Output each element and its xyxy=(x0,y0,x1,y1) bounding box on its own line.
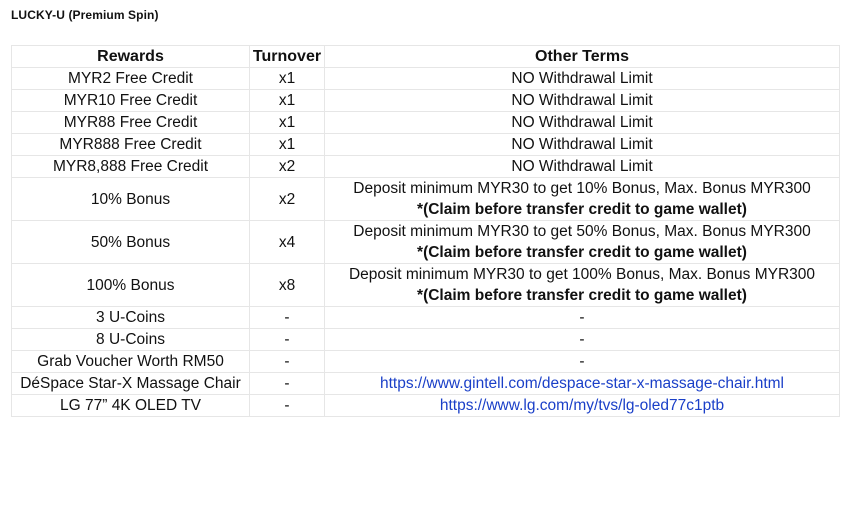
reward-cell: 8 U-Coins xyxy=(12,329,250,351)
reward-cell: MYR2 Free Credit xyxy=(12,68,250,90)
table-row xyxy=(12,395,840,417)
terms-cell: - xyxy=(325,329,840,351)
turnover-cell: - xyxy=(250,307,325,329)
reward-cell: 10% Bonus xyxy=(12,178,250,221)
header-other-terms: Other Terms xyxy=(325,46,840,68)
table-row xyxy=(12,329,840,351)
header-rewards: Rewards xyxy=(12,46,250,68)
terms-cell xyxy=(325,221,840,264)
terms-cell xyxy=(325,395,840,417)
header-turnover: Turnover xyxy=(250,46,325,68)
table-row xyxy=(12,307,840,329)
page-title: LUCKY-U (Premium Spin) xyxy=(11,8,159,22)
reward-cell: MYR10 Free Credit xyxy=(12,90,250,112)
rewards-table xyxy=(11,45,840,417)
reward-cell: Grab Voucher Worth RM50 xyxy=(12,351,250,373)
terms-cell: - xyxy=(325,307,840,329)
terms-cell: NO Withdrawal Limit xyxy=(325,134,840,156)
terms-text: Deposit minimum MYR30 to get 10% Bonus, Max. Bonus MYR300 xyxy=(353,180,811,197)
terms-cell xyxy=(325,178,840,221)
terms-cell: - xyxy=(325,351,840,373)
table-row xyxy=(12,156,840,178)
terms-cell xyxy=(325,264,840,307)
claim-note: *(Claim before transfer credit to game wallet) xyxy=(417,287,747,304)
turnover-cell: x8 xyxy=(250,264,325,307)
table-row xyxy=(12,68,840,90)
turnover-cell: x1 xyxy=(250,134,325,156)
table-row xyxy=(12,264,840,307)
reward-cell: DéSpace Star-X Massage Chair xyxy=(12,373,250,395)
turnover-cell: - xyxy=(250,351,325,373)
table-row xyxy=(12,221,840,264)
table-row xyxy=(12,112,840,134)
terms-cell xyxy=(325,373,840,395)
turnover-cell: - xyxy=(250,329,325,351)
terms-cell: NO Withdrawal Limit xyxy=(325,68,840,90)
reward-cell: MYR88 Free Credit xyxy=(12,112,250,134)
turnover-cell: x1 xyxy=(250,112,325,134)
reward-cell: MYR888 Free Credit xyxy=(12,134,250,156)
terms-text: Deposit minimum MYR30 to get 50% Bonus, Max. Bonus MYR300 xyxy=(353,223,811,240)
terms-text: Deposit minimum MYR30 to get 100% Bonus, Max. Bonus MYR300 xyxy=(348,266,816,283)
turnover-cell: x1 xyxy=(250,90,325,112)
turnover-cell: x2 xyxy=(250,156,325,178)
claim-note: *(Claim before transfer credit to game wallet) xyxy=(417,244,747,261)
reward-cell: LG 77” 4K OLED TV xyxy=(12,395,250,417)
massage-chair-link[interactable]: https://www.gintell.com/despace-star-x-massage-chair.html xyxy=(379,375,784,392)
table-header-row xyxy=(12,46,840,68)
lg-tv-link[interactable]: https://www.lg.com/my/tvs/lg-oled77c1ptb xyxy=(439,397,725,414)
reward-cell: MYR8,888 Free Credit xyxy=(12,156,250,178)
turnover-cell: x1 xyxy=(250,68,325,90)
claim-note: *(Claim before transfer credit to game wallet) xyxy=(417,201,747,218)
table-row xyxy=(12,178,840,221)
turnover-cell: x2 xyxy=(250,178,325,221)
reward-cell: 100% Bonus xyxy=(12,264,250,307)
table-row xyxy=(12,351,840,373)
reward-cell: 3 U-Coins xyxy=(12,307,250,329)
table-row xyxy=(12,134,840,156)
reward-cell: 50% Bonus xyxy=(12,221,250,264)
turnover-cell: x4 xyxy=(250,221,325,264)
table-row xyxy=(12,373,840,395)
terms-cell: NO Withdrawal Limit xyxy=(325,156,840,178)
turnover-cell: - xyxy=(250,395,325,417)
turnover-cell: - xyxy=(250,373,325,395)
table-row xyxy=(12,90,840,112)
terms-cell: NO Withdrawal Limit xyxy=(325,90,840,112)
terms-cell: NO Withdrawal Limit xyxy=(325,112,840,134)
